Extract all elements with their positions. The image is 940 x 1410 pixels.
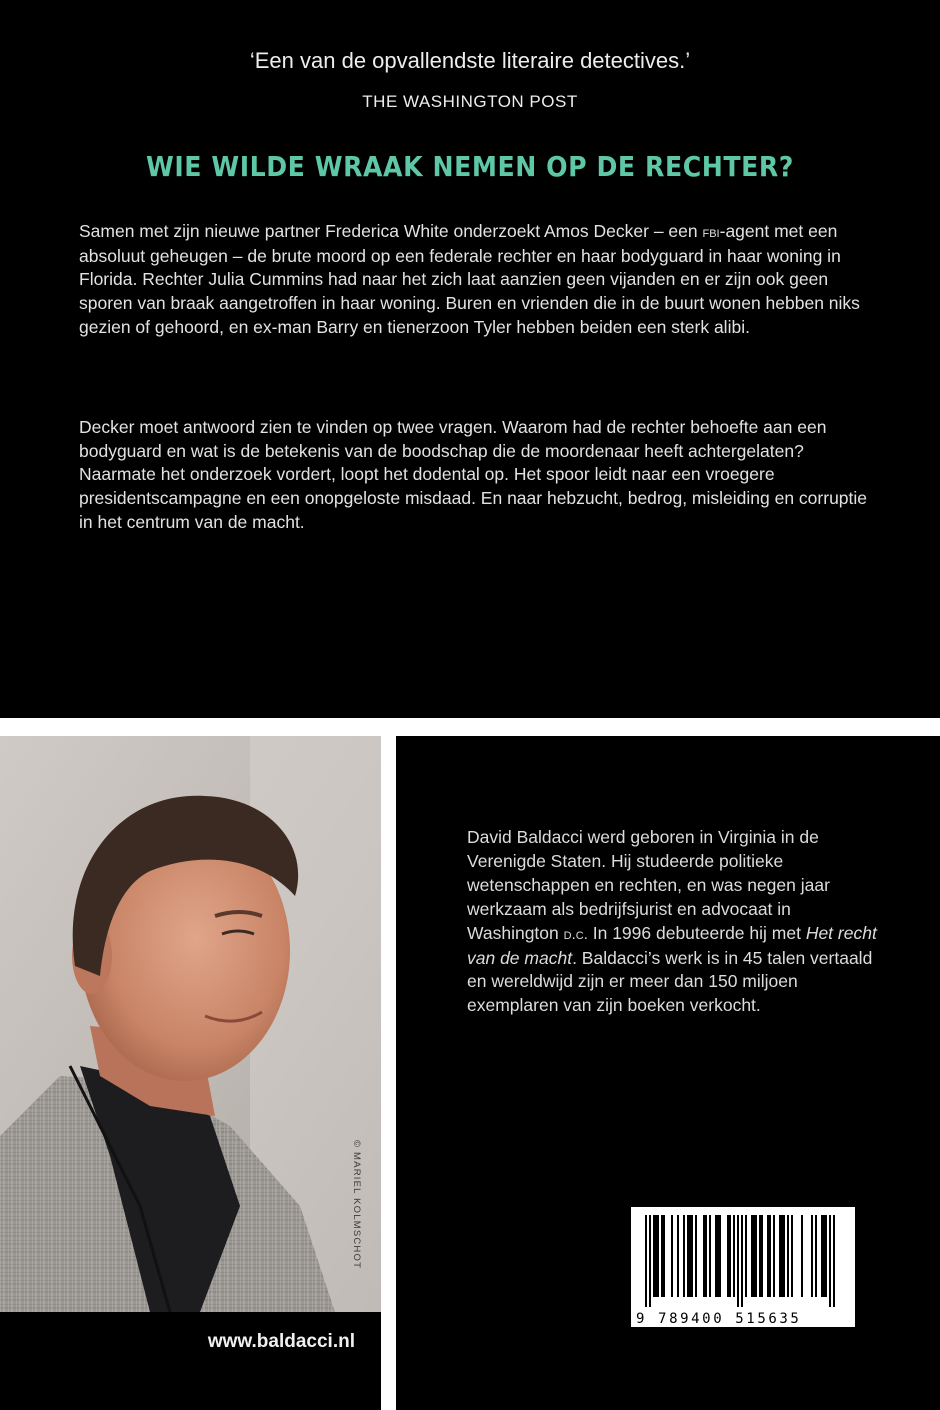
barcode-bar <box>671 1215 673 1297</box>
barcode-bars <box>631 1207 855 1307</box>
barcode-bar <box>705 1215 707 1297</box>
website-link[interactable]: www.baldacci.nl <box>207 1331 355 1352</box>
barcode-bar <box>655 1215 657 1297</box>
barcode-bar <box>773 1215 775 1297</box>
barcode <box>631 1207 855 1327</box>
barcode-bar <box>709 1215 711 1297</box>
barcode-bar <box>715 1215 717 1297</box>
barcode-bar <box>769 1215 771 1297</box>
blurb-paragraph-2: Decker moet antwoord zien te vinden op twee vragen. Waarom had de rechter behoefte aan een bodyguard en wat is de betekenis van de boodschap die de moordenaar heeft achtergelaten? Naarmate het onderzoek vordert, loopt het dodental op. Het spoor leidt naar een vroegere presidentscampagne en een onopgeloste misdaad. En naar hebzucht, bedrog, misleiding en corruptie in het centrum van de macht. <box>79 417 868 532</box>
barcode-bar <box>657 1215 659 1297</box>
photo-credit-container <box>346 1140 362 1300</box>
review-quote: ‘Een van de opvallendste literaire detectives.’ <box>249 48 691 73</box>
bio-text-1: David Baldacci werd geboren in Virginia in de Verenigde Staten. Hij studeerde politieke wetenschappen en rechten, en was negen jaar werkzaam als bedrijfsjurist en advocaat in Washington <box>467 827 830 943</box>
barcode-bar <box>661 1215 663 1297</box>
barcode-bar <box>801 1215 803 1297</box>
barcode-bar <box>829 1215 831 1307</box>
barcode-bar <box>729 1215 731 1297</box>
barcode-bar <box>703 1215 705 1297</box>
author-photo <box>0 736 381 1312</box>
barcode-bar <box>821 1215 823 1297</box>
review-source: THE WASHINGTON POST <box>362 92 578 111</box>
blurb-paragraph-1 <box>79 220 869 340</box>
barcode-bar <box>687 1215 689 1297</box>
bio-text-2: In 1996 debuteerde hij met <box>587 922 806 943</box>
blurb-p1-start: Samen met zijn nieuwe partner Frederica White onderzoekt Amos Decker – een <box>79 221 703 241</box>
barcode-bar <box>733 1215 735 1297</box>
vertical-divider <box>381 718 396 1410</box>
barcode-bar <box>759 1215 761 1297</box>
author-portrait-illustration <box>0 736 381 1312</box>
barcode-bar <box>695 1215 697 1297</box>
isbn-number: 9 789400 515635 <box>636 1311 802 1327</box>
dc-abbreviation: d.c. <box>563 925 588 943</box>
barcode-bar <box>645 1215 647 1307</box>
horizontal-divider <box>0 718 940 736</box>
barcode-bar <box>791 1215 793 1297</box>
barcode-bar <box>825 1215 827 1297</box>
barcode-bar <box>753 1215 755 1297</box>
barcode-bar <box>691 1215 693 1297</box>
barcode-bar <box>779 1215 781 1297</box>
barcode-bar <box>781 1215 783 1297</box>
barcode-bar <box>761 1215 763 1297</box>
website-panel <box>0 1312 381 1410</box>
barcode-bar <box>689 1215 691 1297</box>
fbi-abbreviation: fbi <box>702 224 720 241</box>
barcode-bar <box>745 1215 747 1297</box>
bio-text-3: . Baldacci’s werk is in 45 talen vertaald en wereldwijd zijn er meer dan 150 miljoen exemplaren van zijn boeken verkocht. <box>467 947 873 1016</box>
photo-credit: © MARIEL KOLMSCHOT <box>351 1140 362 1270</box>
barcode-bar <box>787 1215 789 1297</box>
debut-title: Het recht van de macht <box>467 922 877 968</box>
blurb-p1-rest: -agent met een absoluut geheugen – de brute moord op een federale rechter en haar bodyguard in haar woning in Florida. Rechter Julia Cummins had naar het zich laat aanzien geen vijanden en er zijn ook geen sporen van braak aangetroffen in haar woning. Buren en vrienden die in de buurt wonen hebben niks gezien of gehoord, en ex-man Barry en tienerzoon Tyler hebben beiden een sterk alibi. <box>79 221 860 337</box>
barcode-bar <box>677 1215 679 1297</box>
barcode-bar <box>823 1215 825 1297</box>
barcode-bar <box>717 1215 719 1297</box>
barcode-bar <box>663 1215 665 1297</box>
barcode-bar <box>755 1215 757 1297</box>
barcode-bar <box>683 1215 685 1297</box>
barcode-bar <box>727 1215 729 1297</box>
barcode-bar <box>737 1215 739 1307</box>
barcode-bar <box>811 1215 813 1297</box>
barcode-bar <box>649 1215 651 1307</box>
barcode-bar <box>719 1215 721 1297</box>
barcode-bar <box>767 1215 769 1297</box>
barcode-bar <box>783 1215 785 1297</box>
barcode-bar <box>815 1215 817 1297</box>
headline: WIE WILDE WRAAK NEMEN OP DE RECHTER? <box>146 150 794 183</box>
barcode-bar <box>653 1215 655 1297</box>
author-bio <box>467 826 887 1018</box>
barcode-bar <box>833 1215 835 1307</box>
barcode-bar <box>751 1215 753 1297</box>
barcode-bar <box>741 1215 743 1307</box>
